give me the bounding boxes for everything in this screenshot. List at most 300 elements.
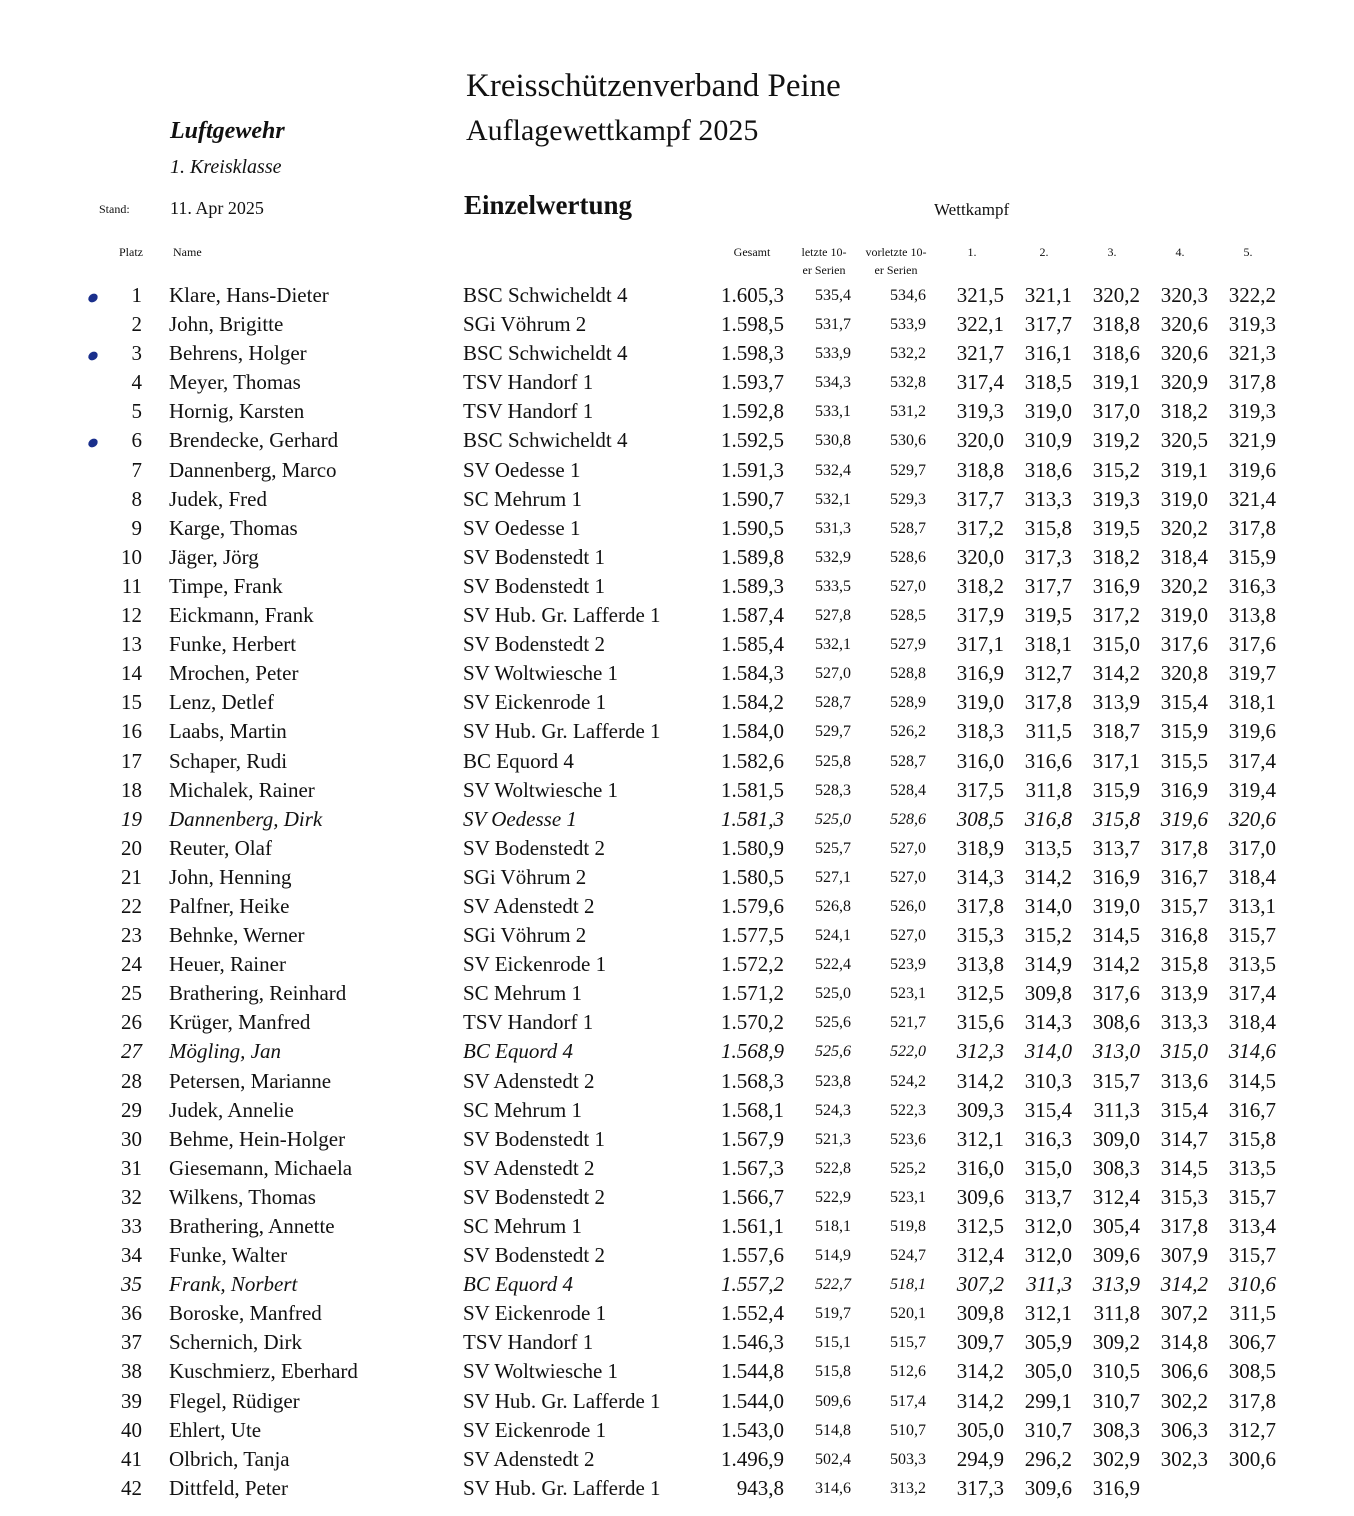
name-cell: Boroske, Manfred (169, 1301, 322, 1326)
table-row (0, 397, 1354, 426)
club-cell: SV Eickenrode 1 (463, 952, 607, 977)
column-header-letzte-line1: letzte 10- (801, 245, 847, 259)
column-header-w3: 3. (1107, 245, 1117, 259)
wettkampf-2-cell: 317,7 (1024, 312, 1072, 337)
wettkampf-4-cell: 315,3 (1160, 1184, 1208, 1209)
total-cell: 1.592,8 (721, 399, 784, 424)
wettkampf-5-cell: 313,8 (1228, 603, 1276, 628)
name-cell: Eickmann, Frank (169, 603, 314, 628)
prev-series-cell: 528,6 (890, 548, 926, 566)
total-cell: 1.579,6 (721, 893, 784, 918)
last-series-cell: 530,8 (815, 432, 851, 450)
wettkampf-4-cell: 320,2 (1160, 515, 1208, 540)
table-row (0, 834, 1354, 863)
wettkampf-5-cell: 319,6 (1228, 719, 1276, 744)
total-cell: 1.605,3 (721, 283, 784, 307)
wettkampf-2-cell: 305,0 (1024, 1359, 1072, 1384)
wettkampf-2-cell: 312,0 (1024, 1214, 1072, 1238)
wettkampf-5-cell: 319,4 (1228, 777, 1276, 802)
rank-cell: 29 (121, 1097, 142, 1122)
last-series-cell: 533,9 (815, 345, 851, 363)
last-series-cell: 532,9 (815, 548, 851, 566)
wettkampf-1-cell: 305,0 (956, 1417, 1004, 1442)
stand-date: 11. Apr 2025 (170, 198, 264, 218)
wettkampf-3-cell: 302,9 (1092, 1446, 1140, 1471)
rank-cell: 30 (121, 1126, 142, 1151)
rank-cell: 42 (121, 1475, 142, 1500)
total-cell: 1.589,8 (721, 544, 784, 569)
wettkampf-1-cell: 313,8 (956, 952, 1004, 977)
wettkampf-3-cell: 314,2 (1092, 952, 1140, 977)
last-series-cell: 522,4 (815, 956, 851, 974)
table-row (0, 1154, 1354, 1183)
club-cell: SV Woltwiesche 1 (463, 777, 619, 802)
wettkampf-5-cell: 316,7 (1228, 1097, 1276, 1122)
table-row (0, 485, 1354, 514)
table-row (0, 1445, 1354, 1474)
table-row (0, 863, 1354, 892)
wettkampf-3-cell: 316,9 (1092, 573, 1140, 598)
wettkampf-4-cell: 319,0 (1160, 486, 1208, 511)
total-cell: 1.568,1 (721, 1097, 784, 1122)
wettkampf-2-cell: 321,1 (1024, 283, 1072, 307)
total-cell: 1.580,5 (721, 864, 784, 889)
wettkampf-1-cell: 309,6 (956, 1184, 1004, 1209)
column-header-w4: 4. (1175, 245, 1185, 259)
last-series-cell: 533,5 (815, 577, 851, 595)
rank-cell: 8 (131, 486, 142, 511)
column-header-letzte-line2: er Serien (802, 263, 846, 277)
last-series-cell: 515,8 (815, 1363, 851, 1381)
table-row (0, 717, 1354, 746)
table-row (0, 368, 1354, 397)
club-cell: TSV Handorf 1 (463, 399, 594, 424)
name-cell: Palfner, Heike (169, 893, 290, 918)
wettkampf-3-cell: 320,2 (1092, 283, 1140, 307)
wettkampf-1-cell: 322,1 (956, 312, 1004, 337)
wettkampf-4-cell: 316,9 (1160, 777, 1208, 802)
wettkampf-3-cell: 316,9 (1092, 1475, 1140, 1500)
club-cell: BC Equord 4 (463, 748, 574, 773)
prev-series-cell: 518,1 (890, 1276, 926, 1294)
wettkampf-5-cell: 310,6 (1228, 1272, 1276, 1297)
class-label: 1. Kreisklasse (170, 156, 282, 178)
wettkampf-1-cell: 316,0 (956, 748, 1004, 773)
club-cell: SGi Vöhrum 2 (463, 312, 587, 337)
club-cell: SV Oedesse 1 (463, 515, 581, 540)
wettkampf-2-cell: 315,8 (1024, 515, 1072, 540)
prev-series-cell: 526,0 (890, 897, 926, 915)
total-cell: 1.580,9 (721, 835, 784, 860)
name-cell: Judek, Fred (169, 486, 267, 511)
club-cell: SV Eickenrode 1 (463, 1417, 607, 1442)
last-series-cell: 535,4 (815, 287, 851, 304)
wettkampf-5-cell: 318,4 (1228, 864, 1276, 889)
wettkampf-1-cell: 312,4 (956, 1243, 1004, 1268)
last-series-cell: 528,7 (815, 694, 851, 712)
name-cell: Brendecke, Gerhard (169, 428, 339, 453)
table-row (0, 339, 1354, 368)
last-series-cell: 525,6 (815, 1043, 851, 1061)
name-cell: Reuter, Olaf (169, 835, 272, 860)
wettkampf-5-cell: 321,4 (1228, 486, 1276, 511)
total-cell: 1.587,4 (721, 603, 784, 628)
wettkampf-3-cell: 313,9 (1092, 690, 1140, 715)
wettkampf-1-cell: 312,5 (956, 1214, 1004, 1238)
total-cell: 1.570,2 (721, 1010, 784, 1035)
club-cell: SV Bodenstedt 2 (463, 1184, 605, 1209)
wettkampf-3-cell: 310,5 (1092, 1359, 1140, 1384)
wettkampf-4-cell: 313,9 (1160, 981, 1208, 1006)
name-cell: Mögling, Jan (169, 1039, 281, 1064)
table-row (0, 426, 1354, 455)
table-row (0, 543, 1354, 572)
wettkampf-2-cell: 314,0 (1024, 1039, 1072, 1064)
wettkampf-2-cell: 318,6 (1024, 457, 1072, 482)
table-row (0, 1037, 1354, 1066)
column-header-letzte (793, 243, 855, 279)
name-cell: Wilkens, Thomas (169, 1184, 316, 1209)
wettkampf-1-cell: 315,6 (956, 1010, 1004, 1035)
name-cell: Petersen, Marianne (169, 1068, 332, 1093)
table-row (0, 310, 1354, 339)
club-cell: SV Adenstedt 2 (463, 1446, 595, 1471)
wettkampf-5-cell: 319,3 (1228, 312, 1276, 337)
name-cell: Laabs, Martin (169, 719, 287, 744)
rank-cell: 18 (121, 777, 142, 802)
rank-cell: 5 (131, 399, 142, 424)
total-cell: 1.544,8 (721, 1359, 784, 1384)
name-cell: Brathering, Annette (169, 1214, 335, 1238)
last-series-cell: 526,8 (815, 897, 851, 915)
prev-series-cell: 525,2 (890, 1159, 926, 1177)
name-cell: Heuer, Rainer (169, 952, 286, 977)
total-cell: 1.590,5 (721, 515, 784, 540)
table-row (0, 514, 1354, 543)
wettkampf-1-cell: 312,1 (956, 1126, 1004, 1151)
rank-cell: 23 (121, 923, 142, 948)
last-series-cell: 523,8 (815, 1072, 851, 1090)
last-series-cell: 522,9 (815, 1188, 851, 1206)
total-cell: 1.598,5 (721, 312, 784, 337)
name-cell: Judek, Annelie (169, 1097, 294, 1122)
wettkampf-5-cell: 317,0 (1228, 835, 1276, 860)
last-series-cell: 502,4 (815, 1450, 851, 1468)
wettkampf-4-cell: 320,6 (1160, 341, 1208, 366)
wettkampf-4-cell: 302,3 (1160, 1446, 1208, 1471)
prev-series-cell: 524,2 (890, 1072, 926, 1090)
club-cell: SV Eickenrode 1 (463, 690, 607, 715)
marker-dot-icon (88, 426, 102, 455)
wettkampf-5-cell: 319,6 (1228, 457, 1276, 482)
prev-series-cell: 528,9 (890, 694, 926, 712)
wettkampf-2-cell: 311,3 (1026, 1272, 1072, 1297)
wettkampf-3-cell: 315,9 (1092, 777, 1140, 802)
club-cell: BC Equord 4 (463, 1039, 574, 1064)
name-cell: Kuschmierz, Eberhard (169, 1359, 358, 1384)
wettkampf-3-cell: 312,4 (1092, 1184, 1140, 1209)
wettkampf-1-cell: 320,0 (956, 544, 1004, 569)
prev-series-cell: 523,1 (890, 985, 926, 1003)
last-series-cell: 515,1 (815, 1334, 851, 1352)
wettkampf-2-cell: 318,5 (1024, 370, 1072, 395)
rank-cell: 32 (121, 1184, 142, 1209)
last-series-cell: 531,3 (815, 519, 851, 537)
wettkampf-3-cell: 313,7 (1092, 835, 1140, 860)
total-cell: 1.567,9 (721, 1126, 784, 1151)
wettkampf-1-cell: 318,3 (956, 719, 1004, 744)
wettkampf-2-cell: 314,2 (1024, 864, 1072, 889)
wettkampf-1-cell: 308,5 (956, 806, 1004, 831)
name-cell: Giesemann, Michaela (169, 1155, 353, 1180)
table-row (0, 1125, 1354, 1154)
club-cell: SC Mehrum 1 (463, 981, 583, 1006)
wettkampf-2-cell: 299,1 (1024, 1388, 1072, 1413)
table-row (0, 630, 1354, 659)
total-cell: 1.589,3 (721, 573, 784, 598)
rank-cell: 34 (121, 1243, 142, 1268)
prev-series-cell: 528,7 (890, 752, 926, 770)
last-series-cell: 531,7 (815, 316, 851, 334)
wettkampf-1-cell: 317,3 (956, 1475, 1004, 1500)
last-series-cell: 525,0 (815, 810, 851, 828)
prev-series-cell: 313,2 (890, 1479, 926, 1497)
wettkampf-3-cell: 309,0 (1092, 1126, 1140, 1151)
last-series-cell: 314,6 (815, 1479, 851, 1497)
wettkampf-1-cell: 317,7 (956, 486, 1004, 511)
wettkampf-2-cell: 315,4 (1024, 1097, 1072, 1122)
wettkampf-4-cell: 317,8 (1160, 835, 1208, 860)
club-cell: SV Hub. Gr. Lafferde 1 (463, 1388, 661, 1413)
wettkampf-3-cell: 309,6 (1092, 1243, 1140, 1268)
wettkampf-5-cell: 317,4 (1228, 981, 1276, 1006)
wettkampf-2-cell: 314,0 (1024, 893, 1072, 918)
rank-cell: 22 (121, 893, 142, 918)
wettkampf-2-cell: 310,9 (1024, 428, 1072, 453)
wettkampf-3-cell: 314,5 (1092, 923, 1140, 948)
wettkampf-5-cell: 317,6 (1228, 632, 1276, 657)
wettkampf-4-cell: 320,2 (1160, 573, 1208, 598)
club-cell: SV Oedesse 1 (463, 806, 577, 831)
name-cell: Michalek, Rainer (169, 777, 315, 802)
prev-series-cell: 517,4 (890, 1392, 926, 1410)
wettkampf-2-cell: 317,8 (1024, 690, 1072, 715)
wettkampf-1-cell: 312,5 (956, 981, 1004, 1006)
name-cell: Meyer, Thomas (169, 370, 301, 395)
rank-cell: 16 (121, 719, 142, 744)
wettkampf-1-cell: 314,2 (956, 1068, 1004, 1093)
name-cell: Jäger, Jörg (169, 544, 259, 569)
wettkampf-5-cell: 317,8 (1228, 370, 1276, 395)
table-row (0, 747, 1354, 776)
prev-series-cell: 532,2 (890, 345, 926, 363)
wettkampf-1-cell: 314,3 (956, 864, 1004, 889)
prev-series-cell: 522,0 (890, 1043, 926, 1061)
wettkampf-2-cell: 314,3 (1024, 1010, 1072, 1035)
last-series-cell: 522,8 (815, 1159, 851, 1177)
marker-dot-icon (87, 292, 100, 304)
wettkampf-3-cell: 308,6 (1092, 1010, 1140, 1035)
prev-series-cell: 520,1 (890, 1305, 926, 1323)
wettkampf-5-cell: 306,7 (1228, 1330, 1276, 1355)
wettkampf-3-cell: 318,6 (1092, 341, 1140, 366)
last-series-cell: 532,1 (815, 490, 851, 508)
wettkampf-5-cell: 313,4 (1228, 1214, 1276, 1238)
prev-series-cell: 527,0 (890, 839, 926, 857)
club-cell: SV Oedesse 1 (463, 457, 581, 482)
rank-cell: 33 (121, 1214, 142, 1238)
last-series-cell: 525,0 (815, 985, 851, 1003)
total-cell: 1.567,3 (721, 1155, 784, 1180)
name-cell: Behme, Hein-Holger (169, 1126, 346, 1151)
wettkampf-3-cell: 310,7 (1092, 1388, 1140, 1413)
wettkampf-3-cell: 309,2 (1092, 1330, 1140, 1355)
table-row (0, 1299, 1354, 1328)
club-cell: SV Bodenstedt 2 (463, 632, 605, 657)
wettkampf-4-cell: 315,5 (1160, 748, 1208, 773)
wettkampf-2-cell: 305,9 (1024, 1330, 1072, 1355)
wettkampf-3-cell: 315,2 (1092, 457, 1140, 482)
wettkampf-3-cell: 313,0 (1092, 1039, 1140, 1064)
total-cell: 1.496,9 (721, 1446, 784, 1471)
table-row (0, 281, 1354, 310)
name-cell: Schernich, Dirk (169, 1330, 302, 1355)
total-cell: 1.591,3 (721, 457, 784, 482)
prev-series-cell: 528,4 (890, 781, 926, 799)
wettkampf-1-cell: 317,2 (956, 515, 1004, 540)
wettkampf-4-cell: 306,3 (1160, 1417, 1208, 1442)
column-header-w2: 2. (1039, 245, 1049, 259)
rank-cell: 4 (131, 370, 142, 395)
wettkampf-2-cell: 316,6 (1024, 748, 1072, 773)
wettkampf-1-cell: 314,2 (956, 1388, 1004, 1413)
name-cell: Schaper, Rudi (169, 748, 288, 773)
name-cell: Behnke, Werner (169, 923, 305, 948)
name-cell: Flegel, Rüdiger (169, 1388, 300, 1413)
last-series-cell: 527,0 (815, 665, 851, 683)
wettkampf-3-cell: 311,3 (1093, 1097, 1140, 1122)
last-series-cell: 533,1 (815, 403, 851, 421)
column-header-vorletzte (858, 243, 934, 279)
rank-cell: 11 (121, 573, 142, 598)
marker-dot-icon (87, 350, 100, 362)
wettkampf-2-cell: 296,2 (1024, 1446, 1072, 1471)
last-series-cell: 529,7 (815, 723, 851, 741)
wettkampf-2-cell: 311,8 (1025, 777, 1072, 802)
club-cell: SC Mehrum 1 (463, 1214, 583, 1238)
last-series-cell: 522,7 (815, 1276, 851, 1294)
wettkampf-3-cell: 314,2 (1092, 661, 1140, 686)
wettkampf-heading: Wettkampf (934, 200, 1010, 219)
table-row (0, 1474, 1354, 1503)
prev-series-cell: 523,1 (890, 1188, 926, 1206)
wettkampf-3-cell: 318,8 (1092, 312, 1140, 337)
table-row (0, 1416, 1354, 1445)
table-row (0, 1067, 1354, 1096)
wettkampf-2-cell: 317,3 (1024, 544, 1072, 569)
rank-cell: 41 (121, 1446, 142, 1471)
wettkampf-5-cell: 315,7 (1228, 1243, 1276, 1268)
wettkampf-4-cell: 313,3 (1160, 1010, 1208, 1035)
club-cell: SGi Vöhrum 2 (463, 923, 587, 948)
wettkampf-5-cell: 308,5 (1228, 1359, 1276, 1384)
wettkampf-5-cell: 320,6 (1228, 806, 1276, 831)
club-cell: SGi Vöhrum 2 (463, 864, 587, 889)
name-cell: Dittfeld, Peter (169, 1475, 288, 1500)
wettkampf-3-cell: 319,3 (1092, 486, 1140, 511)
wettkampf-4-cell: 315,4 (1160, 1097, 1208, 1122)
wettkampf-4-cell: 314,2 (1160, 1272, 1208, 1297)
last-series-cell: 527,8 (815, 607, 851, 625)
club-cell: SV Woltwiesche 1 (463, 1359, 619, 1384)
last-series-cell: 528,3 (815, 781, 851, 799)
name-cell: Dannenberg, Marco (169, 457, 337, 482)
wettkampf-5-cell: 300,6 (1228, 1446, 1276, 1471)
total-cell: 1.543,0 (721, 1417, 784, 1442)
rank-cell: 12 (121, 603, 142, 628)
prev-series-cell: 519,8 (890, 1218, 926, 1235)
name-cell: Karge, Thomas (169, 515, 298, 540)
wettkampf-4-cell: 318,4 (1160, 544, 1208, 569)
wettkampf-2-cell: 314,9 (1024, 952, 1072, 977)
club-cell: SV Hub. Gr. Lafferde 1 (463, 719, 661, 744)
table-row (0, 921, 1354, 950)
last-series-cell: 532,4 (815, 461, 851, 479)
table-row (0, 456, 1354, 485)
rank-cell: 7 (131, 457, 142, 482)
last-series-cell: 524,3 (815, 1101, 851, 1119)
name-cell: Olbrich, Tanja (169, 1446, 290, 1471)
wettkampf-1-cell: 317,1 (956, 632, 1004, 657)
club-cell: SV Hub. Gr. Lafferde 1 (463, 1475, 661, 1500)
rank-cell: 35 (121, 1272, 142, 1297)
club-cell: BSC Schwicheldt 4 (463, 428, 628, 453)
name-cell: Funke, Walter (169, 1243, 288, 1268)
discipline-label: Luftgewehr (170, 118, 285, 144)
wettkampf-1-cell: 307,2 (956, 1272, 1004, 1297)
wettkampf-5-cell: 318,4 (1228, 1010, 1276, 1035)
wettkampf-1-cell: 317,8 (956, 893, 1004, 918)
wettkampf-3-cell: 317,1 (1092, 748, 1140, 773)
wettkampf-2-cell: 318,1 (1024, 632, 1072, 657)
club-cell: BSC Schwicheldt 4 (463, 283, 628, 307)
total-cell: 1.568,9 (721, 1039, 784, 1064)
wettkampf-5-cell: 322,2 (1228, 283, 1276, 307)
prev-series-cell: 528,7 (890, 519, 926, 537)
wettkampf-1-cell: 319,0 (956, 690, 1004, 715)
last-series-cell: 527,1 (815, 868, 851, 886)
club-cell: SV Hub. Gr. Lafferde 1 (463, 603, 661, 628)
table-row (0, 688, 1354, 717)
last-series-cell: 525,6 (815, 1014, 851, 1032)
table-row (0, 1008, 1354, 1037)
table-row (0, 1212, 1354, 1241)
wettkampf-1-cell: 316,0 (956, 1155, 1004, 1180)
prev-series-cell: 530,6 (890, 432, 926, 450)
wettkampf-1-cell: 320,0 (956, 428, 1004, 453)
rank-cell: 31 (121, 1155, 142, 1180)
wettkampf-3-cell: 319,0 (1092, 893, 1140, 918)
wettkampf-4-cell: 314,7 (1160, 1126, 1208, 1151)
last-series-cell: 521,3 (815, 1130, 851, 1148)
prev-series-cell: 524,7 (890, 1247, 926, 1265)
total-cell: 1.546,3 (721, 1330, 784, 1355)
name-cell: Behrens, Holger (169, 341, 307, 366)
wettkampf-5-cell: 318,1 (1228, 690, 1276, 715)
wettkampf-1-cell: 317,5 (956, 777, 1004, 802)
wettkampf-5-cell: 317,8 (1228, 515, 1276, 540)
total-cell: 1.598,3 (721, 341, 784, 366)
